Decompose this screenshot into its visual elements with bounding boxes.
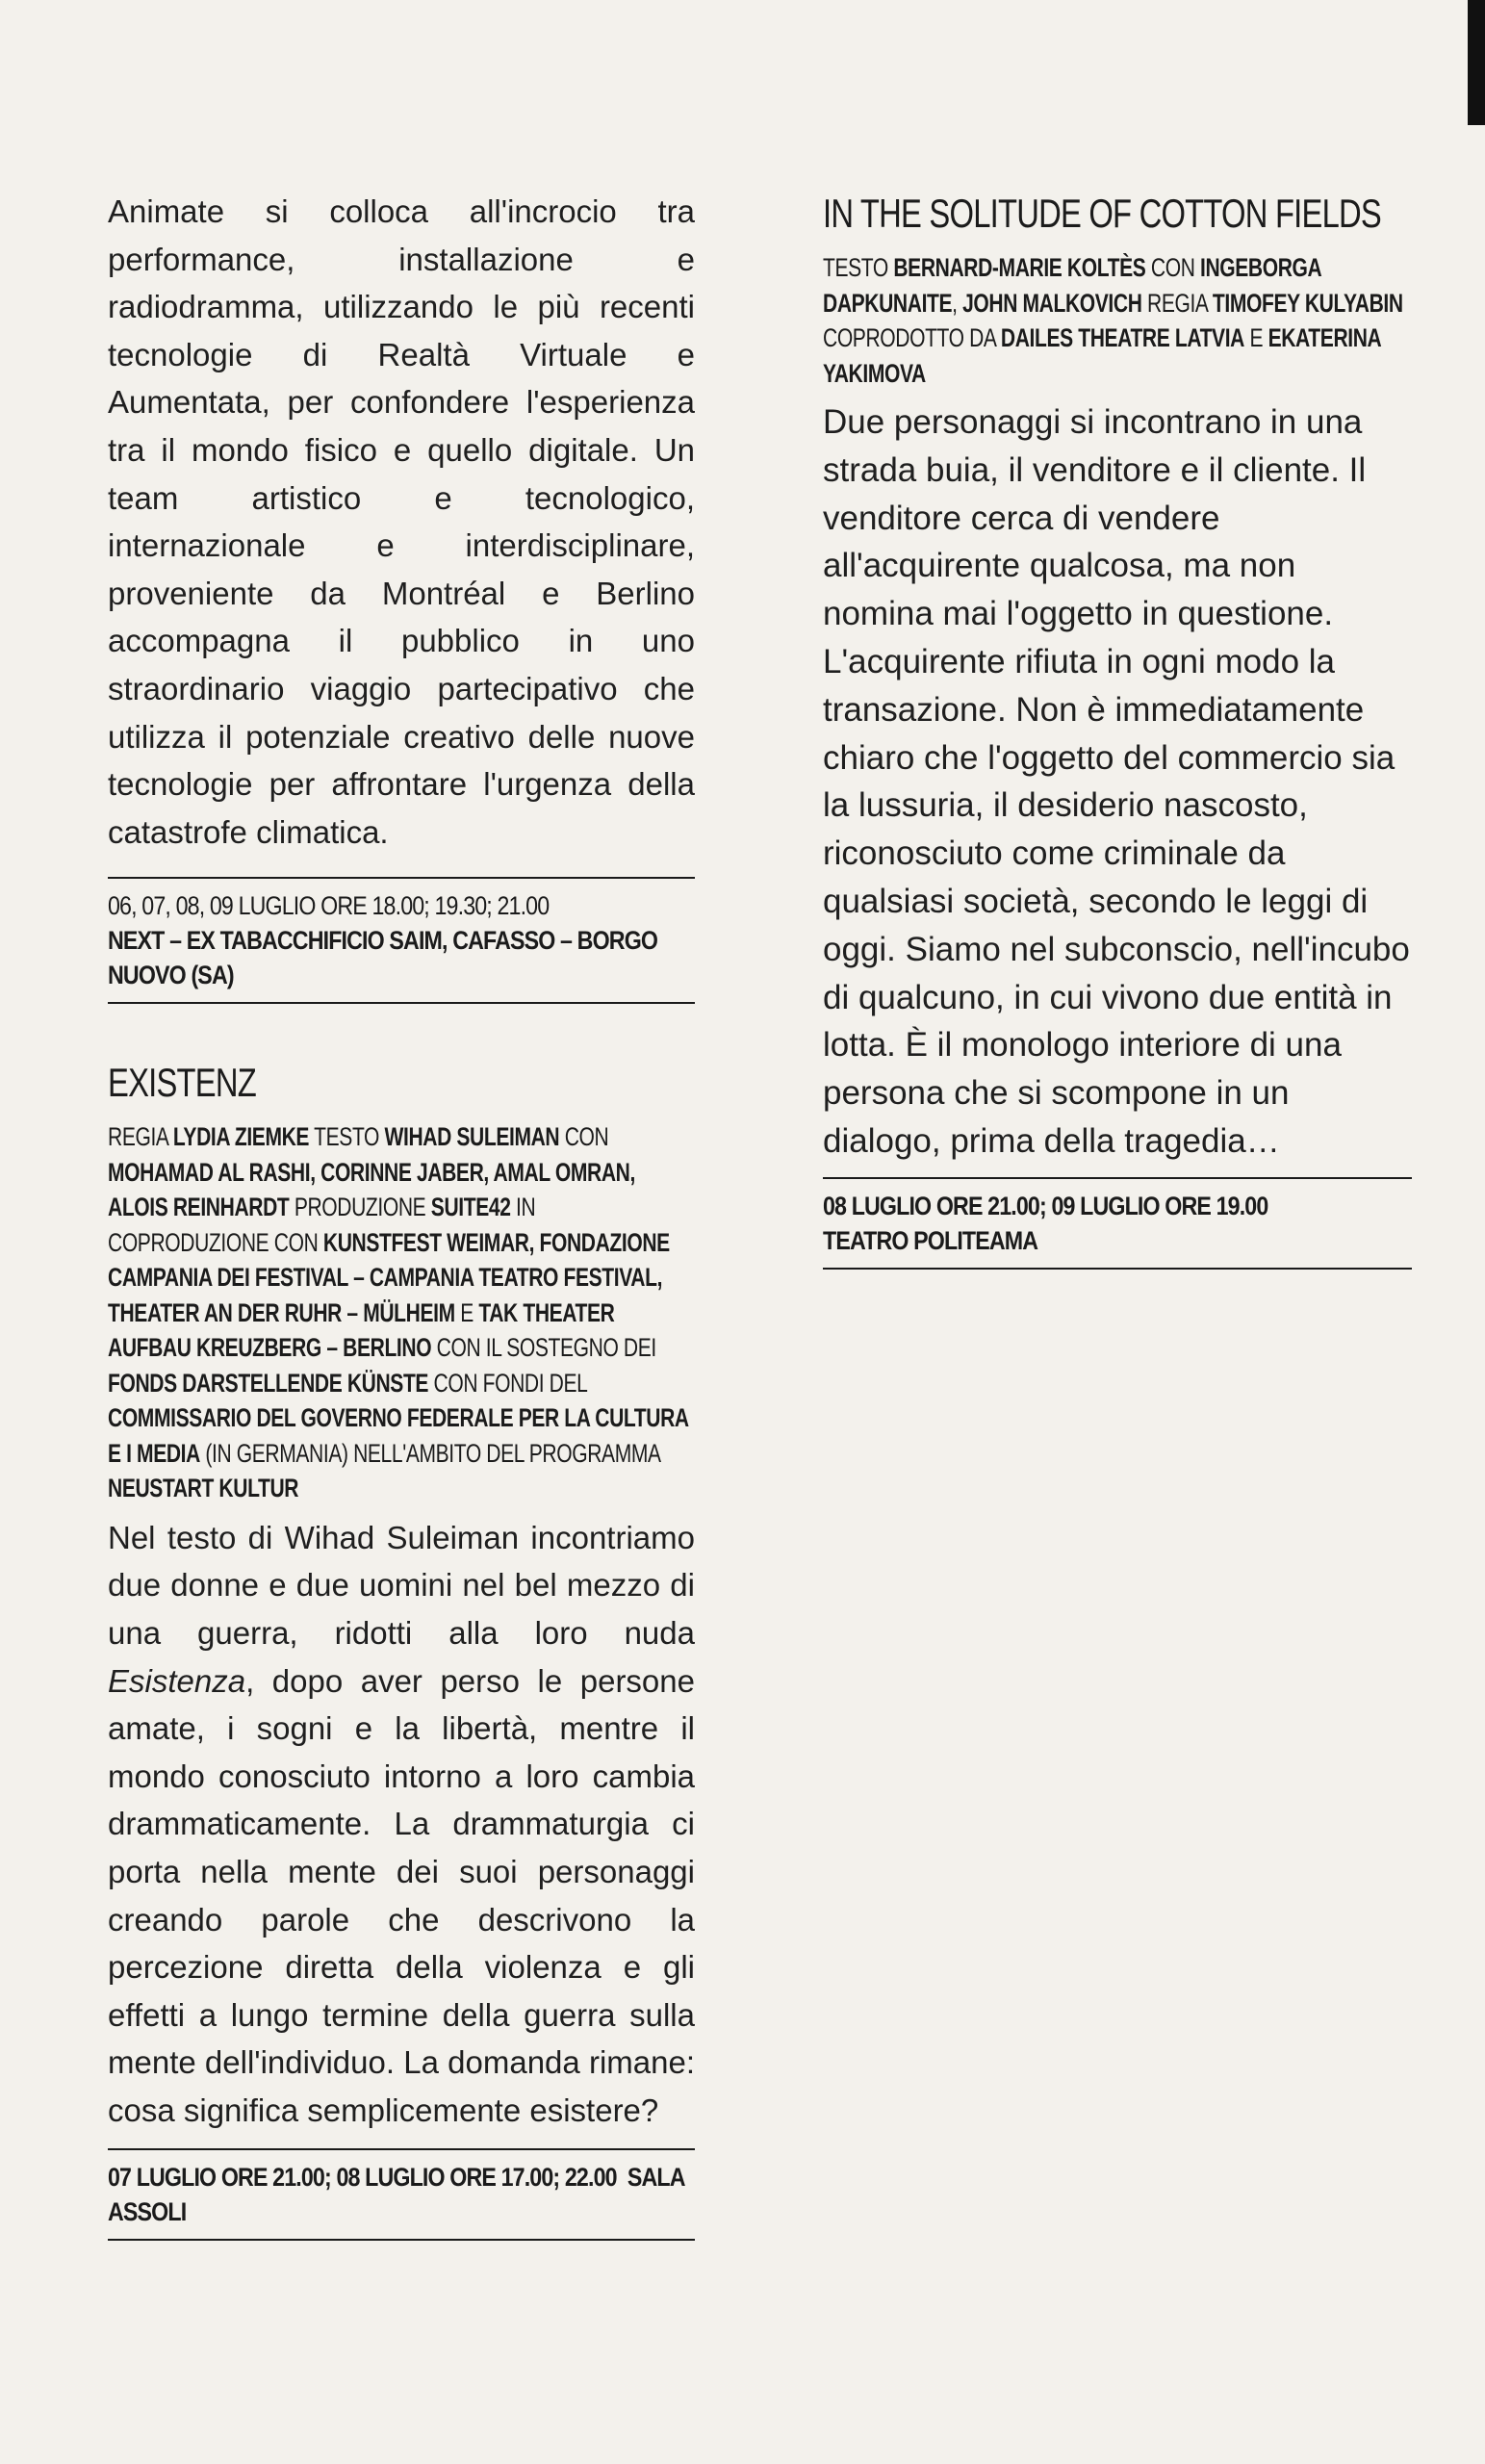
existenz-dates: 07 LUGLIO ORE 21.00; 08 LUGLIO ORE 17.00; 22.00 xyxy=(108,2162,617,2192)
credit-value: MOHAMAD AL RASHI, CORINNE JABER, AMAL OMRAN, ALOIS REINHARDT xyxy=(108,1157,635,1222)
cotton-fields-dates: 08 LUGLIO ORE 21.00; 09 LUGLIO ORE 19.00 xyxy=(823,1191,1268,1220)
existenz-text-end: , dopo aver perso le persone amate, i sogni e la libertà, mentre il mondo conosciuto intorno a loro cambia drammaticamente. La drammaturgia ci porta nella mente dei suoi personaggi creando parole che descrivono la percezione diretta della violenza e gli effetti a lungo termine della guerra sulla mente dell'individuo. La domanda rimane: cosa significa semplicemente esistere? xyxy=(108,1662,695,2128)
existenz-schedule xyxy=(108,2150,694,2239)
existenz-credits xyxy=(108,1119,694,1506)
intro-dates: 06, 07, 08, 09 LUGLIO ORE 18.00; 19.30; 21.00 xyxy=(108,891,550,921)
credit-label: IN COPRODUZIONE CON xyxy=(108,1193,536,1257)
credit-label: CON IL SOSTEGNO DEI xyxy=(431,1333,656,1363)
credit-label: COPRODOTTO DA xyxy=(823,323,1001,352)
credit-label: CON FONDI DEL xyxy=(428,1368,587,1398)
credit-value: EKATERINA YAKIMOVA xyxy=(823,323,1381,388)
divider xyxy=(823,1268,1412,1270)
credit-label: E xyxy=(454,1297,479,1327)
credit-label: CON xyxy=(1145,253,1200,282)
cotton-fields-text: Due personaggi si incontrano in una strada buia, il venditore e il cliente. Il venditore cerca di vendere all'acquirente qualcosa, ma non nomina mai l'oggetto in questione. L'acquirente rifiuta in ogni modo la transazione. Non è immediatamente chiaro che l'oggetto del commercio sia la lussuria, il desiderio nascosto, riconosciuto come criminale da qualsiasi società, secondo le leggi di oggi. Siamo nel subconscio, nell'incubo di qualcuno, in cui vivono due entità in lotta. È il monologo interiore di una persona che si scompone in un dialogo, prima della tragedia… xyxy=(823,403,1410,1160)
cotton-fields-title: IN THE SOLITUDE OF COTTON FIELDS xyxy=(823,191,1381,236)
credit-value: WIHAD SULEIMAN xyxy=(384,1122,560,1152)
right-column xyxy=(823,191,1412,1270)
existenz-title: EXISTENZ xyxy=(108,1060,256,1106)
credit-label: REGIA xyxy=(1141,288,1213,318)
divider xyxy=(108,2239,695,2241)
credit-label: CON xyxy=(559,1122,609,1152)
credit-value: SUITE42 xyxy=(430,1193,511,1222)
credit-value: INGEBORGA DAPKUNAITE xyxy=(823,253,1321,318)
existenz-text xyxy=(108,1514,695,2135)
intro-schedule xyxy=(108,879,694,1002)
cotton-fields-schedule xyxy=(823,1179,1411,1268)
cotton-fields-venue: TEATRO POLITEAMA xyxy=(823,1225,1038,1255)
credit-value: FONDS DARSTELLENDE KÜNSTE xyxy=(108,1368,429,1398)
credit-label: REGIA xyxy=(108,1122,173,1152)
credit-value: TAK THEATER AUFBAU KREUZBERG – BERLINO xyxy=(108,1297,615,1363)
intro-text: Animate si colloca all'incrocio tra performance, installazione e radiodramma, utilizzando le più recenti tecnologie di Realtà Virtuale e Aumentata, per confondere l'esperienza tra il mondo fisico e quello digitale. Un team artistico e tecnologico, internazionale e interdisciplinare, proveniente da Montréal e Berlino accompagna il pubblico in uno straordinario viaggio partecipativo che utilizza il potenziale creativo delle nuove tecnologie per affrontare l'urgenza della catastrofe climatica. xyxy=(108,193,695,850)
credit-value: NEUSTART KULTUR xyxy=(108,1474,299,1503)
credit-label: , xyxy=(952,288,963,318)
credit-value: LYDIA ZIEMKE xyxy=(172,1122,310,1152)
credit-label: E xyxy=(1243,323,1268,352)
credit-label: PRODUZIONE xyxy=(289,1193,431,1222)
intro-venue: NEXT – EX TABACCHIFICIO SAIM, CAFASSO – BORGO NUOVO (SA) xyxy=(108,926,658,990)
existenz-text-start: Nel testo di Wihad Suleiman incontriamo due donne e due uomini nel bel mezzo di una guerra, ridotti alla loro nuda xyxy=(108,1519,695,1651)
existenz-text-emphasis: Esistenza xyxy=(108,1662,246,1699)
credit-value: COMMISSARIO DEL GOVERNO FEDERALE PER LA CULTURA E I MEDIA xyxy=(108,1403,688,1468)
credit-label: TESTO xyxy=(309,1122,385,1152)
left-column xyxy=(108,188,695,2241)
credit-value: JOHN MALKOVICH xyxy=(962,288,1142,318)
existenz-venue: SALA ASSOLI xyxy=(108,2162,684,2226)
credit-value: BERNARD-MARIE KOLTÈS xyxy=(893,253,1146,282)
page-edge-shadow xyxy=(1468,0,1485,125)
credit-label: (IN GERMANIA) NELL'AMBITO DEL PROGRAMMA xyxy=(199,1438,660,1468)
credit-value: TIMOFEY KULYABIN xyxy=(1212,288,1403,318)
credit-label: TESTO xyxy=(823,253,894,282)
credit-value: KUNSTFEST WEIMAR, FONDAZIONE CAMPANIA DEI FESTIVAL – CAMPANIA TEATRO FESTIVAL, THEATER AN DER RUHR – MÜLHEIM xyxy=(108,1227,670,1327)
cotton-fields-credits xyxy=(823,250,1411,391)
credit-value: DAILES THEATRE LATVIA xyxy=(1000,323,1244,352)
